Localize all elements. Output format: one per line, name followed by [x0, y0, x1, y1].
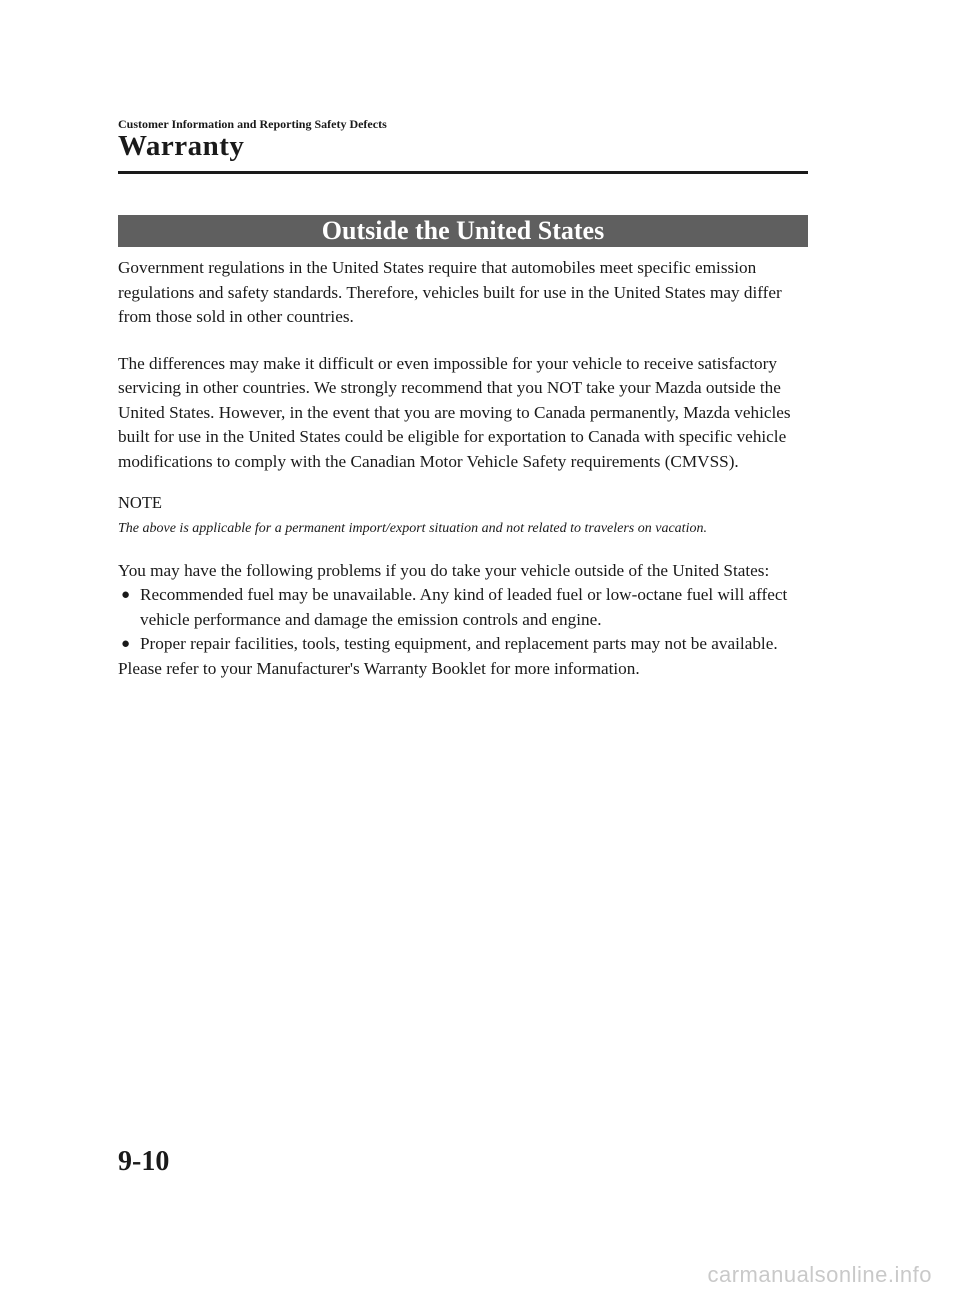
note-label: NOTE	[118, 493, 162, 512]
paragraph-problems: You may have the following problems if you do take your vehicle outside of the United States:	[118, 560, 770, 580]
chapter-title: Warranty	[118, 130, 245, 162]
section-heading: Outside the United States	[118, 215, 808, 247]
breadcrumb: Customer Information and Reporting Safety Defects	[118, 117, 387, 131]
section-body	[118, 256, 808, 681]
bullet-icon: ●	[121, 636, 131, 652]
chapter-divider	[118, 171, 808, 174]
list-item-text: Recommended fuel may be unavailable. Any kind of leaded fuel or low-octane fuel will affect vehicle performance and damage the emission controls and engine.	[140, 585, 788, 629]
watermark-text: carmanualsonline.info	[707, 1262, 932, 1287]
note-text: The above is applicable for a permanent import/export situation and not related to travelers on vacation.	[118, 520, 707, 536]
paragraph-differences: The differences may make it difficult or even impossible for your vehicle to receive satisfactory servicing in other countries. We strongly recommend that you NOT take your Mazda outside the United States. However, in the event that you are moving to Canada permanently, Mazda vehicles built for use in the United States could be eligible for exportation to Canada with specific vehicle modifications to comply with the Canadian Motor Vehicle Safety requirements (CMVSS).	[118, 353, 791, 471]
bullet-icon: ●	[121, 587, 131, 603]
list-item-text: Proper repair facilities, tools, testing equipment, and replacement parts may not be available.	[140, 634, 778, 653]
list-item	[118, 583, 808, 632]
page-number: 9-10	[118, 1146, 170, 1177]
problem-list	[118, 583, 808, 657]
paragraph-regulations: Government regulations in the United States require that automobiles meet specific emission regulations and safety standards. Therefore, vehicles built for use in the United States may differ from those sold in other countries.	[118, 258, 782, 326]
paragraph-closing: Please refer to your Manufacturer's Warranty Booklet for more information.	[118, 658, 640, 678]
list-item	[118, 632, 808, 657]
